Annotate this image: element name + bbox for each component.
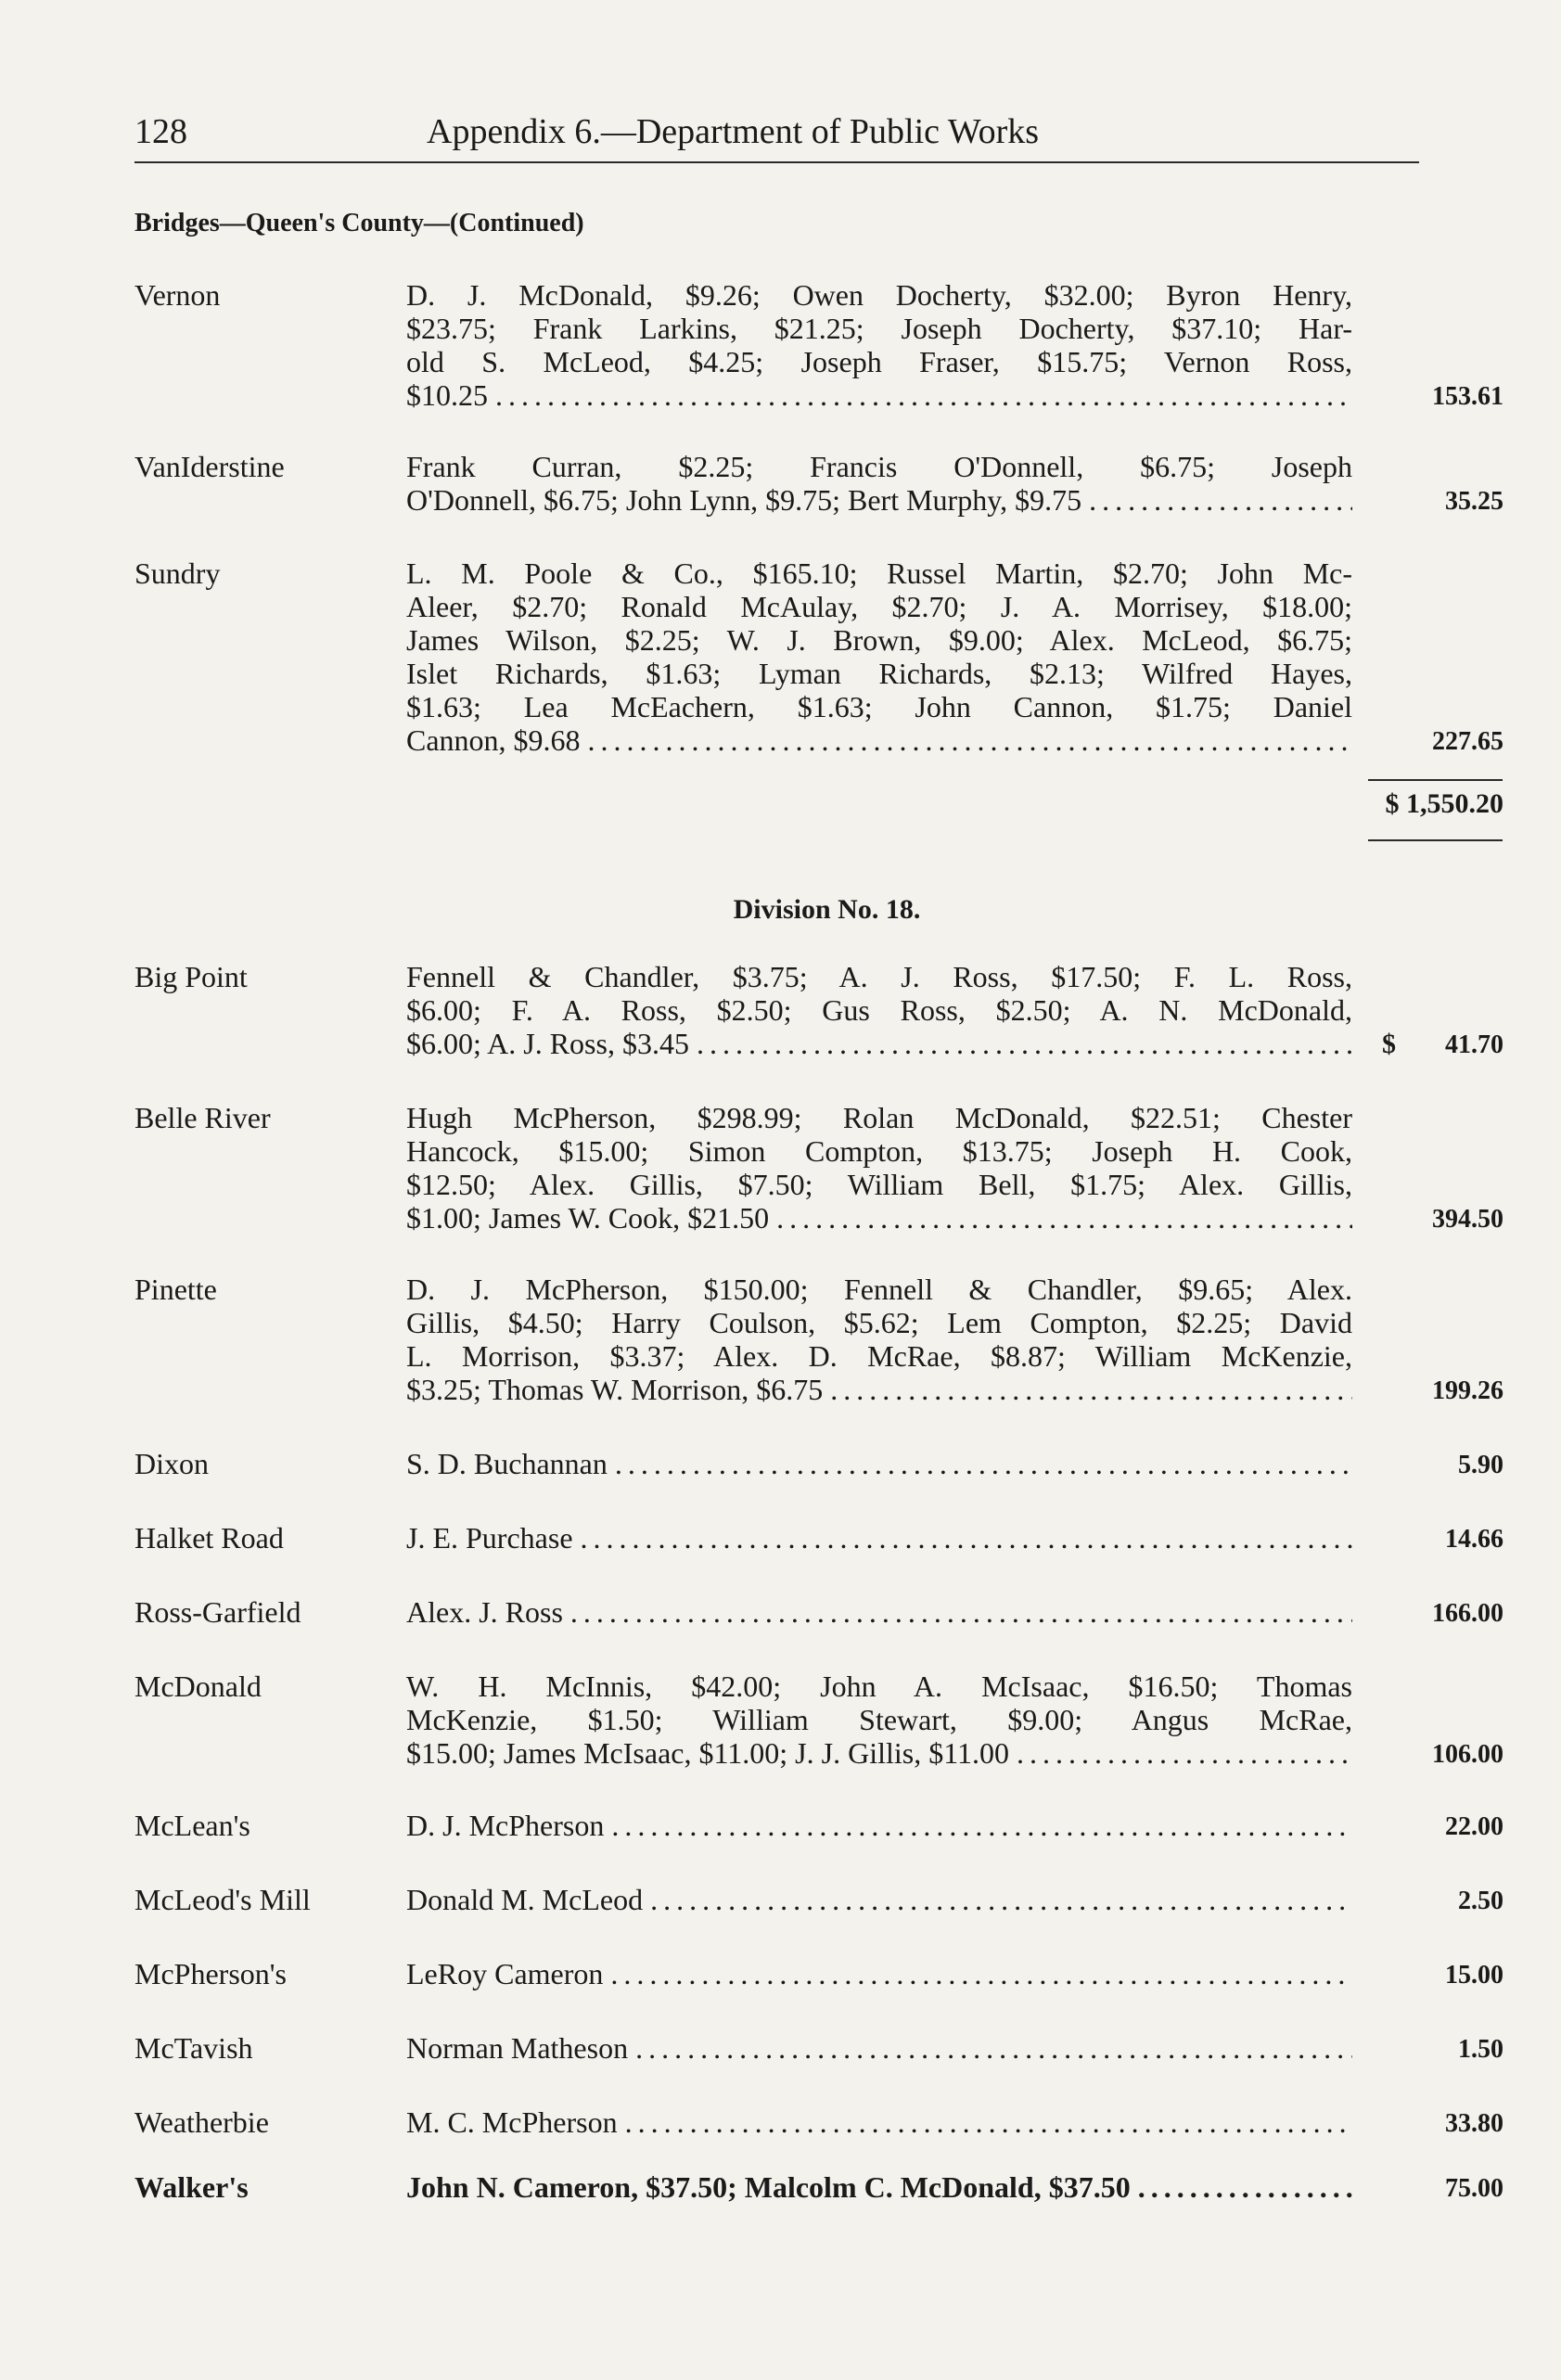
dot-leader [823, 1373, 1352, 1406]
place-name: Dixon [134, 1447, 209, 1480]
dot-leader [1081, 483, 1352, 517]
description-line: W. H. McInnis, $42.00; John A. McIsaac, $16.50; Thomas [406, 1670, 1352, 1703]
place-name: Weatherbie [134, 2105, 269, 2139]
description-line [406, 1373, 1352, 1406]
payee-description [406, 960, 1352, 1060]
dot-leader [608, 1447, 1352, 1480]
place-name: McLean's [134, 1809, 250, 1842]
entry-amount: 75.00 [1445, 2174, 1503, 2203]
place-name: Vernon [134, 278, 221, 312]
place-name: Ross-Garfield [134, 1595, 301, 1629]
division-heading [0, 894, 1561, 926]
page-header [134, 104, 1419, 163]
description-line: $6.00; F. A. Ross, $2.50; Gus Ross, $2.50; A. N. McDonald, [406, 993, 1352, 1027]
entry-amount: 41.70 [1445, 1030, 1503, 1059]
description-text: D. J. McPherson [406, 1809, 605, 1842]
description-text: John N. Cameron, $37.50; Malcolm C. McDonald, $37.50 [406, 2170, 1131, 2204]
description-line [406, 1595, 1352, 1629]
place-name: Big Point [134, 960, 248, 993]
division-label: Division No. 18. [733, 894, 921, 925]
dollar-sign: $ [1382, 1029, 1396, 1059]
payee-description [406, 1809, 1352, 1842]
payee-description [406, 1447, 1352, 1480]
description-line [406, 378, 1352, 412]
place-name: Sundry [134, 557, 221, 590]
place-name: Pinette [134, 1273, 217, 1306]
entry-amount: 227.65 [1432, 727, 1503, 756]
entry-amount: 199.26 [1432, 1376, 1503, 1405]
description-line: $1.63; Lea McEachern, $1.63; John Cannon, $1.75; Daniel [406, 690, 1352, 723]
description-line: Hugh McPherson, $298.99; Rolan McDonald, $22.51; Chester [406, 1101, 1352, 1134]
description-line: D. J. McDonald, $9.26; Owen Docherty, $32.00; Byron Henry, [406, 278, 1352, 312]
description-line [406, 1521, 1352, 1555]
description-line: Hancock, $15.00; Simon Compton, $13.75; Joseph H. Cook, [406, 1134, 1352, 1168]
description-line: D. J. McPherson, $150.00; Fennell & Chandler, $9.65; Alex. [406, 1273, 1352, 1306]
description-line: L. Morrison, $3.37; Alex. D. McRae, $8.87; William McKenzie, [406, 1339, 1352, 1373]
payee-description [406, 1101, 1352, 1235]
description-line [406, 2031, 1352, 2065]
description-line: Gillis, $4.50; Harry Coulson, $5.62; Lem Compton, $2.25; David [406, 1306, 1352, 1339]
description-text: Donald M. McLeod [406, 1883, 644, 1916]
payee-description [406, 1595, 1352, 1629]
dot-leader [618, 2105, 1352, 2139]
description-line [406, 1201, 1352, 1235]
place-name: McPherson's [134, 1957, 287, 1990]
description-line [406, 1447, 1352, 1480]
description-line [406, 1883, 1352, 1916]
payee-description [406, 2105, 1352, 2139]
total-rule-bottom [1368, 839, 1503, 841]
dot-leader [1131, 2170, 1352, 2204]
description-text: S. D. Buchannan [406, 1447, 608, 1480]
dot-leader [563, 1595, 1352, 1629]
description-text: LeRoy Cameron [406, 1957, 604, 1990]
place-name: Halket Road [134, 1521, 284, 1555]
dot-leader [488, 378, 1352, 412]
payee-description [406, 2031, 1352, 2065]
description-text: $15.00; James McIsaac, $11.00; J. J. Gillis, $11.00 [406, 1736, 1010, 1770]
description-line [406, 2170, 1352, 2204]
total-dollar-sign: $ [1385, 788, 1400, 819]
description-line: Fennell & Chandler, $3.75; A. J. Ross, $17.50; F. L. Ross, [406, 960, 1352, 993]
description-line: $23.75; Frank Larkins, $21.25; Joseph Docherty, $37.10; Har- [406, 312, 1352, 345]
description-text: Cannon, $9.68 [406, 723, 581, 757]
description-line: Aleer, $2.70; Ronald McAulay, $2.70; J. A. Morrisey, $18.00; [406, 590, 1352, 623]
entry-amount: 35.25 [1445, 487, 1503, 516]
description-text: O'Donnell, $6.75; John Lynn, $9.75; Bert Murphy, $9.75 [406, 483, 1082, 517]
description-text: $1.00; James W. Cook, $21.50 [406, 1201, 770, 1235]
description-text: J. E. Purchase [406, 1521, 573, 1555]
entry-amount: 394.50 [1432, 1205, 1503, 1234]
description-line: Islet Richards, $1.63; Lyman Richards, $2.13; Wilfred Hayes, [406, 657, 1352, 690]
payee-description [406, 557, 1352, 757]
page-number: 128 [134, 112, 187, 151]
description-line: L. M. Poole & Co., $165.10; Russel Martin, $2.70; John Mc- [406, 557, 1352, 590]
place-name: McTavish [134, 2031, 253, 2065]
description-text: Norman Matheson [406, 2031, 629, 2065]
description-line [406, 1736, 1352, 1770]
payee-description [406, 1521, 1352, 1555]
description-text: $10.25 [406, 378, 488, 412]
entry-amount: 1.50 [1458, 2035, 1503, 2064]
description-line [406, 723, 1352, 757]
description-line [406, 483, 1352, 517]
description-line: McKenzie, $1.50; William Stewart, $9.00; Angus McRae, [406, 1703, 1352, 1736]
description-text: Alex. J. Ross [406, 1595, 563, 1629]
payee-description [406, 450, 1352, 517]
payee-description [406, 1273, 1352, 1406]
description-line [406, 1027, 1352, 1060]
payee-description [406, 278, 1352, 412]
description-line: old S. McLeod, $4.25; Joseph Fraser, $15.75; Vernon Ross, [406, 345, 1352, 378]
payee-description [406, 1883, 1352, 1916]
dot-leader [628, 2031, 1352, 2065]
place-name: Belle River [134, 1101, 271, 1134]
entry-amount: 153.61 [1432, 382, 1503, 411]
section-total [1386, 788, 1504, 820]
total-rule-top [1368, 779, 1503, 781]
entry-amount: 5.90 [1458, 1451, 1503, 1479]
page-title: Appendix 6.—Department of Public Works [427, 112, 1040, 151]
description-line: $12.50; Alex. Gillis, $7.50; William Bell, $1.75; Alex. Gillis, [406, 1168, 1352, 1201]
payee-description [406, 2170, 1352, 2204]
entry-amount: 14.66 [1445, 1525, 1503, 1554]
dot-leader [581, 723, 1352, 757]
description-text: $3.25; Thomas W. Morrison, $6.75 [406, 1373, 824, 1406]
payee-description [406, 1957, 1352, 1990]
section-subheading: Bridges—Queen's County—(Continued) [134, 209, 584, 237]
dot-leader [603, 1957, 1352, 1990]
dot-leader [769, 1201, 1352, 1235]
description-line [406, 2105, 1352, 2139]
description-line [406, 1957, 1352, 1990]
payee-description [406, 1670, 1352, 1770]
place-name: McLeod's Mill [134, 1883, 311, 1916]
description-text: $6.00; A. J. Ross, $3.45 [406, 1027, 689, 1060]
total-amount: 1,550.20 [1406, 788, 1503, 819]
place-name: VanIderstine [134, 450, 285, 483]
dot-leader [689, 1027, 1352, 1060]
place-name: Walker's [134, 2170, 249, 2204]
description-line: James Wilson, $2.25; W. J. Brown, $9.00; Alex. McLeod, $6.75; [406, 623, 1352, 657]
dot-leader [573, 1521, 1352, 1555]
entry-amount: 33.80 [1445, 2109, 1503, 2138]
place-name: McDonald [134, 1670, 262, 1703]
entry-amount: 106.00 [1432, 1740, 1503, 1769]
description-line [406, 1809, 1352, 1842]
dot-leader [604, 1809, 1352, 1842]
description-line: Frank Curran, $2.25; Francis O'Donnell, $6.75; Joseph [406, 450, 1352, 483]
dot-leader [1009, 1736, 1352, 1770]
dot-leader [643, 1883, 1352, 1916]
entry-amount: 22.00 [1445, 1812, 1503, 1841]
entry-amount: 166.00 [1432, 1599, 1503, 1628]
description-text: M. C. McPherson [406, 2105, 618, 2139]
entry-amount: 15.00 [1445, 1961, 1503, 1990]
entry-amount: 2.50 [1458, 1887, 1503, 1915]
